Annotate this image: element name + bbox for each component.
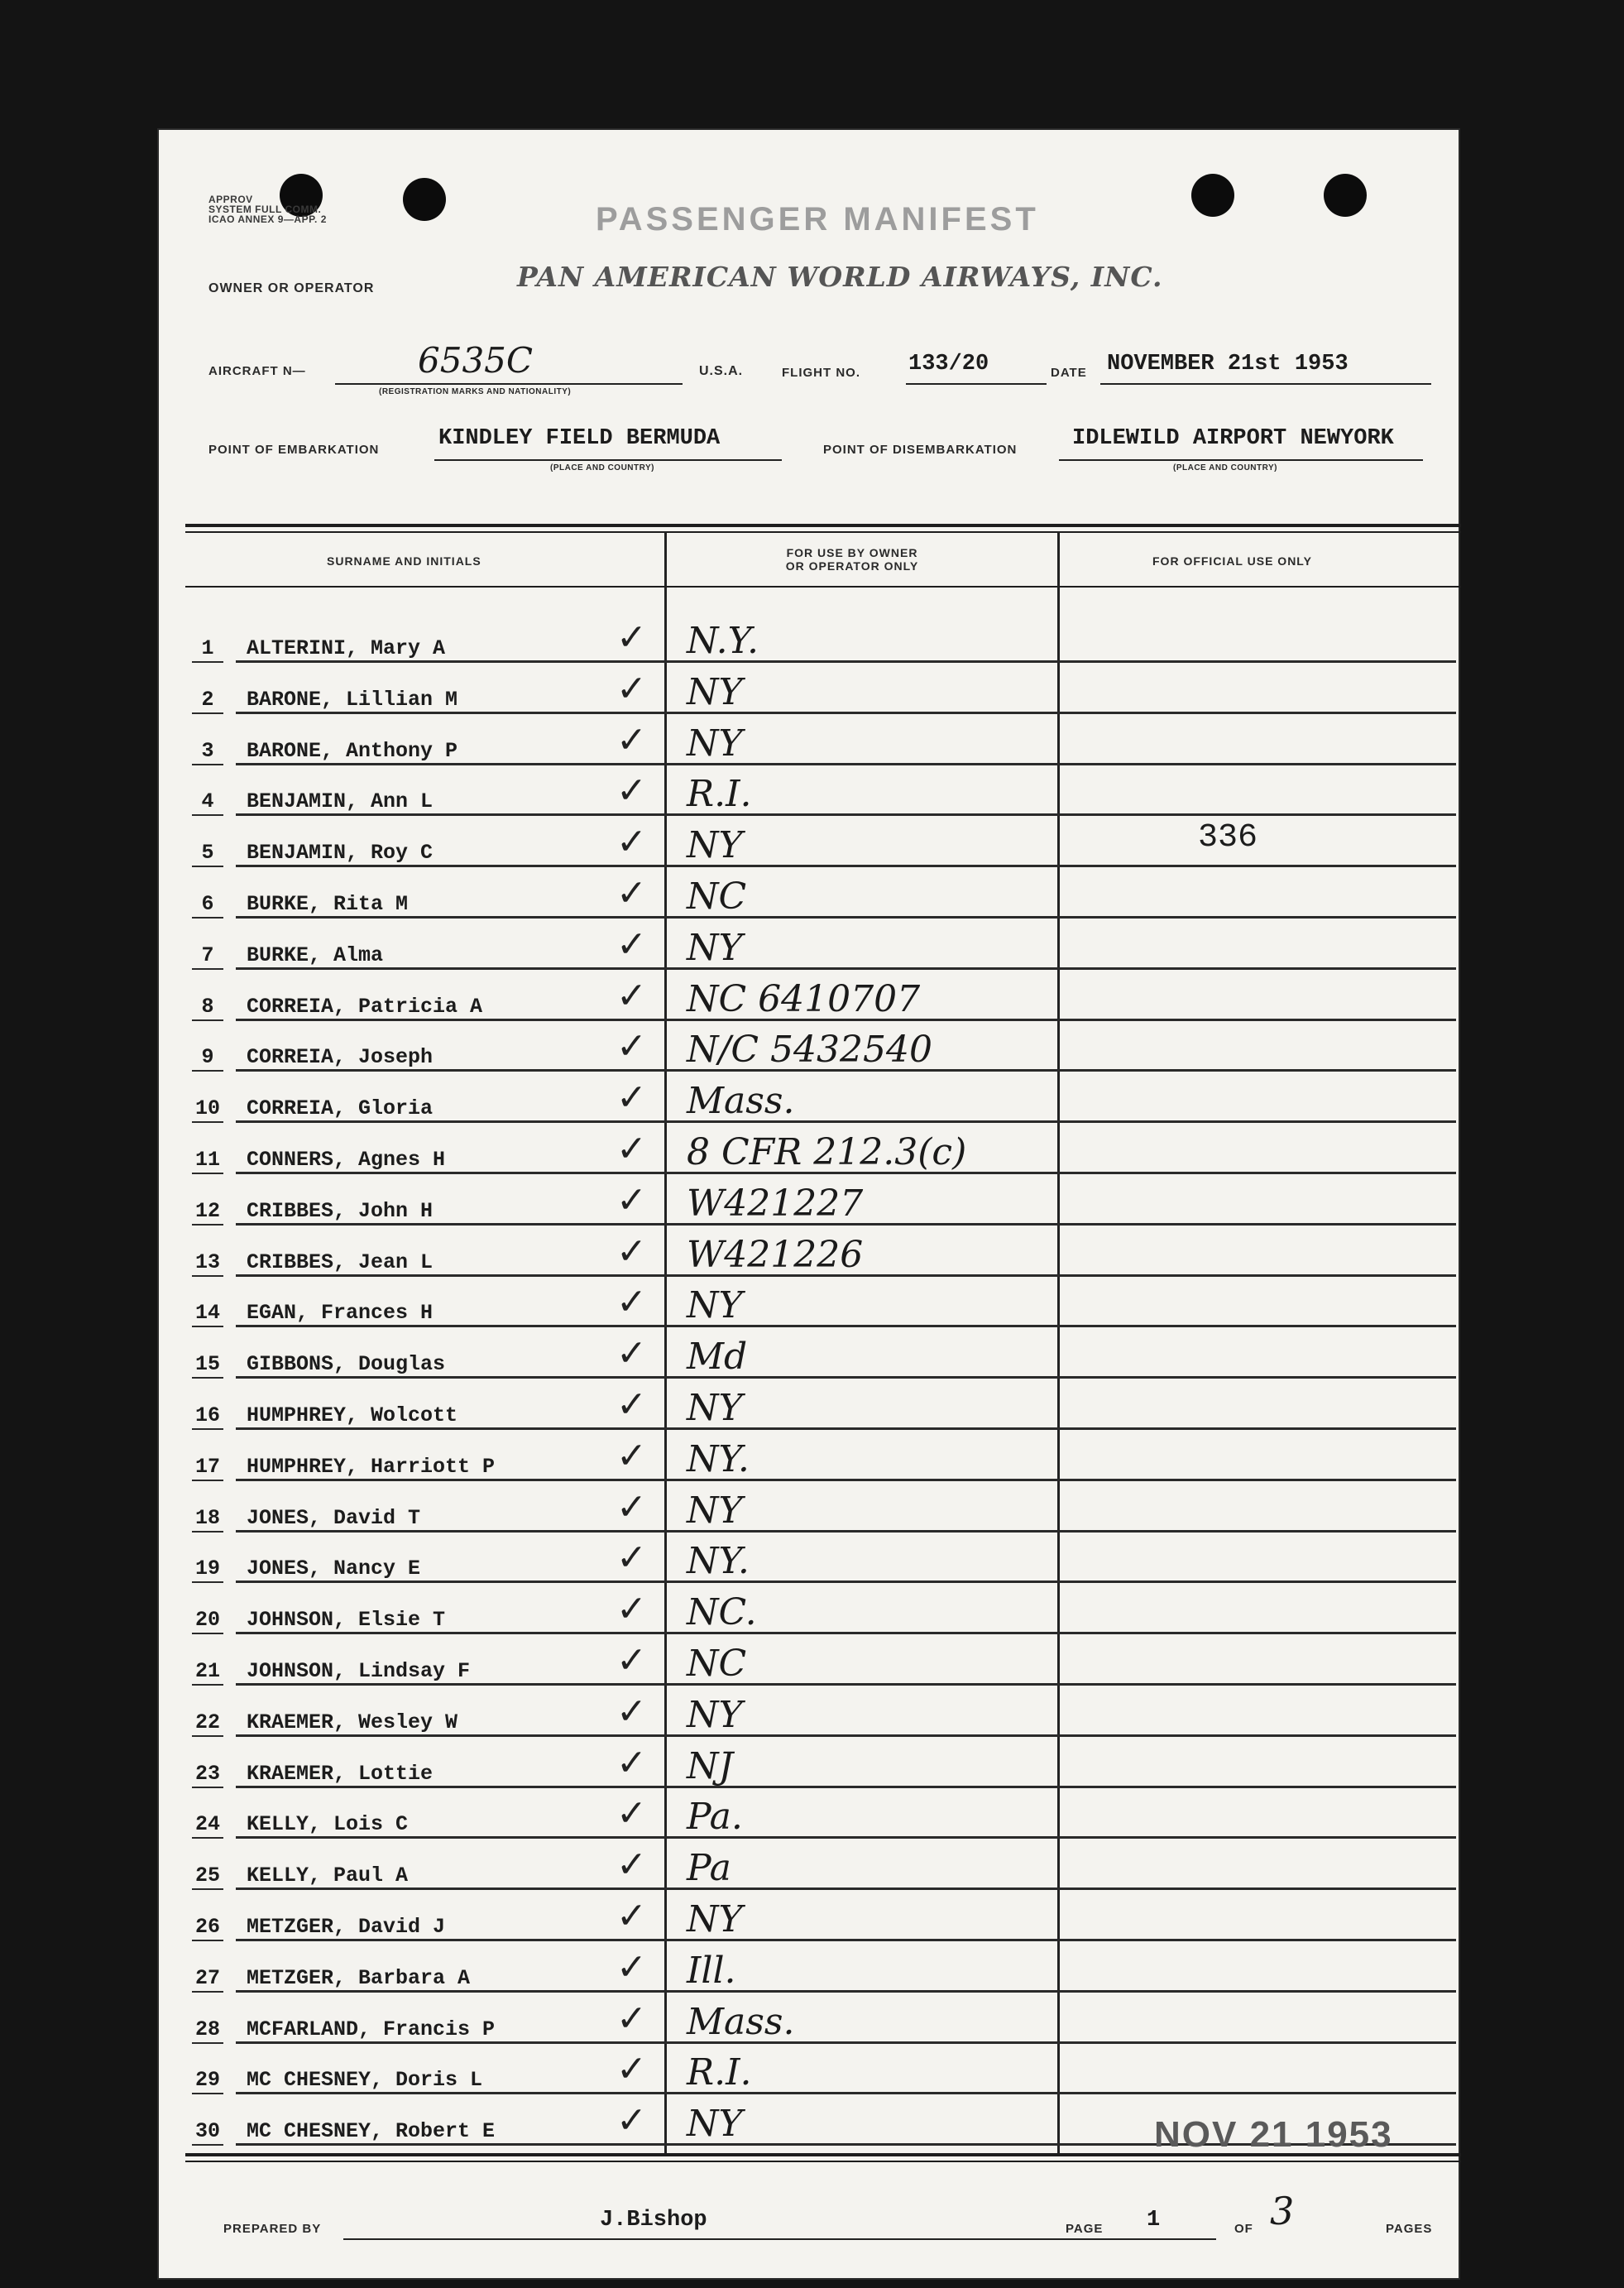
row-number-underline (192, 1070, 223, 1072)
passenger-name: KRAEMER, Lottie (247, 1761, 434, 1786)
row-number-underline (192, 2144, 223, 2146)
table-top-rule (185, 524, 1461, 527)
checkmark-icon: ✓ (616, 719, 647, 760)
passenger-number: 3 (201, 738, 214, 763)
row-number-underline (192, 712, 223, 714)
row-number-underline (192, 1837, 223, 1839)
row-number-underline (192, 1480, 223, 1481)
passenger-row (157, 665, 1460, 717)
pages-label: PAGES (1386, 2222, 1433, 2236)
owner-note: Pa (687, 1847, 731, 1890)
passenger-number: 21 (194, 1659, 220, 1683)
row-rule (236, 660, 1456, 663)
row-rule (236, 1734, 1456, 1737)
checkmark-icon: ✓ (616, 1589, 647, 1630)
owner-note: NY (687, 824, 743, 867)
owner-note: NY (687, 1284, 743, 1327)
row-number-underline (192, 1377, 223, 1379)
passenger-number: 4 (201, 789, 214, 814)
row-rule (236, 1632, 1456, 1634)
row-number-underline (192, 1326, 223, 1327)
row-number-underline (192, 764, 223, 765)
passenger-number: 2 (201, 687, 214, 712)
disembarkation-line (1059, 459, 1423, 461)
owner-note: NY. (687, 1437, 750, 1480)
passenger-row (157, 1585, 1460, 1637)
row-number-underline (192, 968, 223, 970)
owner-note: NC 6410707 (687, 977, 921, 1020)
embarkation-label: POINT OF EMBARKATION (208, 443, 380, 457)
passenger-number: 10 (194, 1096, 220, 1121)
table-top-rule (185, 531, 1461, 533)
row-number-underline (192, 866, 223, 867)
row-number-underline (192, 1581, 223, 1583)
row-rule (236, 813, 1456, 816)
passenger-name: CORREIA, Joseph (247, 1045, 434, 1070)
checkmark-icon: ✓ (616, 1384, 647, 1425)
disembarkation-place: IDLEWILD AIRPORT NEWYORK (1072, 426, 1394, 451)
passenger-name: JONES, David T (247, 1505, 421, 1530)
row-number-underline (192, 1991, 223, 1993)
row-rule (236, 1836, 1456, 1839)
passenger-name: BARONE, Anthony P (247, 738, 458, 763)
passenger-row (157, 1484, 1460, 1535)
row-number-underline (192, 1940, 223, 1941)
passenger-number: 12 (194, 1198, 220, 1223)
embarkation-place: KINDLEY FIELD BERMUDA (438, 426, 721, 451)
passenger-number: 17 (194, 1454, 220, 1479)
passenger-number: 22 (194, 1710, 220, 1734)
row-number-underline (192, 917, 223, 919)
row-number-underline (192, 1787, 223, 1788)
owner-note: NY (687, 2103, 743, 2146)
checkmark-icon: ✓ (616, 1435, 647, 1476)
row-rule (236, 2041, 1456, 2044)
row-rule (236, 916, 1456, 919)
date-label: DATE (1051, 366, 1087, 380)
passenger-name: CORREIA, Patricia A (247, 994, 483, 1019)
passenger-row (157, 767, 1460, 818)
passenger-number: 25 (194, 1863, 220, 1888)
passenger-number: 26 (194, 1915, 220, 1939)
owner-note: Mass. (687, 1080, 795, 1123)
of-label: OF (1234, 2222, 1253, 2236)
flight-label: FLIGHT NO. (782, 366, 860, 380)
passenger-row (157, 1790, 1460, 1841)
passenger-row (157, 1688, 1460, 1739)
passenger-name: JOHNSON, Elsie T (247, 1608, 446, 1633)
owner-note: NY (687, 722, 743, 765)
owner-note: NC (687, 1643, 747, 1685)
passenger-name: KRAEMER, Wesley W (247, 1710, 458, 1734)
row-number-underline (192, 1633, 223, 1634)
passenger-number: 13 (194, 1250, 220, 1274)
passenger-row (157, 1278, 1460, 1330)
passenger-name: HUMPHREY, Harriott P (247, 1454, 496, 1479)
approval-line: SYSTEM FULL COMM. (208, 204, 322, 215)
owner-note: W421227 (687, 1182, 864, 1225)
owner-note: NY (687, 1489, 743, 1532)
passenger-name: BENJAMIN, Roy C (247, 841, 434, 866)
passenger-number: 30 (194, 2119, 220, 2144)
embarkation-caption: (PLACE AND COUNTRY) (550, 463, 654, 472)
passenger-row (157, 2046, 1460, 2097)
passenger-row (157, 1841, 1460, 1892)
passenger-row (157, 1330, 1460, 1381)
passenger-row (157, 1381, 1460, 1432)
punch-hole (1191, 174, 1234, 217)
aircraft-line (335, 383, 683, 385)
owner-header-line: OR OPERATOR ONLY (785, 559, 919, 573)
checkmark-icon: ✓ (616, 1486, 647, 1528)
passenger-row (157, 717, 1460, 768)
row-rule (236, 2092, 1456, 2094)
passenger-row (157, 1739, 1460, 1791)
passenger-number: 23 (194, 1761, 220, 1786)
usa-label: U.S.A. (699, 364, 744, 378)
checkmark-icon: ✓ (616, 1129, 647, 1169)
owner-note: 8 CFR 212.3(c) (687, 1131, 967, 1173)
row-number-underline (192, 1684, 223, 1686)
approval-note (208, 194, 327, 224)
row-rule (236, 1939, 1456, 1941)
column-header-owner (728, 546, 976, 573)
aircraft-label: AIRCRAFT N— (208, 364, 306, 378)
checkmark-icon: ✓ (616, 1179, 647, 1221)
passenger-number: 29 (194, 2068, 220, 2093)
checkmark-icon: ✓ (616, 1946, 647, 1988)
aircraft-number: 6535C (418, 340, 534, 381)
passenger-number: 19 (194, 1557, 220, 1581)
passenger-number: 11 (194, 1148, 220, 1172)
row-number-underline (192, 1275, 223, 1277)
checkmark-icon: ✓ (616, 822, 647, 863)
checkmark-icon: ✓ (616, 1077, 647, 1119)
passenger-name: MCFARLAND, Francis P (247, 2017, 496, 2041)
flight-number: 133/20 (908, 352, 989, 377)
disembarkation-label: POINT OF DISEMBARKATION (823, 443, 1018, 457)
passenger-name: ALTERINI, Mary A (247, 636, 446, 660)
passenger-number: 20 (194, 1608, 220, 1633)
passenger-name: JONES, Nancy E (247, 1557, 421, 1581)
passenger-name: METZGER, Barbara A (247, 1965, 471, 1990)
page-title: PASSENGER MANIFEST (596, 201, 1039, 237)
passenger-name: BENJAMIN, Ann L (247, 789, 434, 814)
passenger-name: KELLY, Paul A (247, 1863, 409, 1888)
prepared-by-label: PREPARED BY (223, 2222, 322, 2236)
flight-line (906, 383, 1047, 385)
owner-note: Pa. (687, 1796, 743, 1839)
checkmark-icon: ✓ (616, 1742, 647, 1783)
passenger-name: CRIBBES, John H (247, 1198, 434, 1223)
passenger-name: CRIBBES, Jean L (247, 1250, 434, 1274)
checkmark-icon: ✓ (616, 1691, 647, 1732)
row-rule (236, 967, 1456, 970)
checkmark-icon: ✓ (616, 668, 647, 709)
row-rule (236, 1580, 1456, 1583)
owner-note: N/C 5432540 (687, 1029, 932, 1072)
row-number-underline (192, 1224, 223, 1226)
page-number: 1 (1147, 2208, 1161, 2233)
owner-note: NY (687, 670, 743, 713)
table-bottom-rule (185, 2161, 1461, 2162)
row-number-underline (192, 1019, 223, 1021)
passenger-row (157, 921, 1460, 972)
row-rule (236, 1479, 1456, 1481)
date-line (1100, 383, 1431, 385)
checkmark-icon: ✓ (616, 1537, 647, 1579)
passenger-name: CONNERS, Agnes H (247, 1148, 446, 1172)
row-number-underline (192, 1428, 223, 1430)
passenger-name: GIBBONS, Douglas (247, 1352, 446, 1377)
row-rule (236, 1325, 1456, 1327)
official-code: 336 (1198, 819, 1258, 856)
passenger-number: 9 (201, 1045, 214, 1070)
owner-note: NC. (687, 1591, 757, 1634)
owner-note: NY (687, 926, 743, 969)
checkmark-icon: ✓ (616, 1896, 647, 1936)
registration-caption: (REGISTRATION MARKS AND NATIONALITY) (379, 387, 572, 396)
passenger-row (157, 1892, 1460, 1944)
row-rule (236, 1376, 1456, 1379)
row-rule (236, 763, 1456, 765)
owner-note: Ill. (687, 1949, 736, 1992)
page-label: PAGE (1066, 2222, 1104, 2236)
passenger-row (157, 1995, 1460, 2046)
owner-note: Md (687, 1336, 748, 1379)
manifest-sheet (157, 128, 1460, 2280)
passenger-number: 1 (201, 636, 214, 660)
owner-note: R.I. (687, 2051, 752, 2094)
passenger-row (157, 1023, 1460, 1074)
passenger-name: BARONE, Lillian M (247, 687, 458, 712)
owner-note: R.I. (687, 773, 752, 816)
prepared-by-name: J.Bishop (600, 2208, 707, 2233)
passenger-number: 6 (201, 892, 214, 916)
row-number-underline (192, 1121, 223, 1123)
date-stamp: NOV 21 1953 (1154, 2114, 1393, 2155)
owner-note: NY (687, 1387, 743, 1429)
owner-label: OWNER OR OPERATOR (208, 281, 375, 295)
passenger-number: 15 (194, 1352, 220, 1377)
checkmark-icon: ✓ (616, 975, 647, 1016)
passenger-name: JOHNSON, Lindsay F (247, 1659, 471, 1683)
passenger-number: 8 (201, 994, 214, 1019)
passenger-row (157, 1432, 1460, 1484)
passenger-number: 27 (194, 1965, 220, 1990)
checkmark-icon: ✓ (616, 1333, 647, 1374)
checkmark-icon: ✓ (616, 770, 647, 812)
row-number-underline (192, 2042, 223, 2044)
passenger-row (157, 1944, 1460, 1995)
row-number-underline (192, 1888, 223, 1890)
row-number-underline (192, 2093, 223, 2094)
approval-line: APPROV (208, 194, 253, 205)
checkmark-icon: ✓ (616, 1998, 647, 2039)
checkmark-icon: ✓ (616, 1640, 647, 1681)
passenger-row (157, 1125, 1460, 1177)
passenger-row (157, 614, 1460, 665)
checkmark-icon: ✓ (616, 1026, 647, 1067)
checkmark-icon: ✓ (616, 1844, 647, 1886)
row-number-underline (192, 1531, 223, 1533)
total-pages: 3 (1270, 2189, 1295, 2233)
passenger-name: MC CHESNEY, Doris L (247, 2068, 483, 2093)
passenger-name: BURKE, Alma (247, 943, 384, 967)
row-rule (236, 1786, 1456, 1788)
passenger-name: HUMPHREY, Wolcott (247, 1403, 458, 1427)
passenger-name: CORREIA, Gloria (247, 1096, 434, 1121)
disembarkation-caption: (PLACE AND COUNTRY) (1173, 463, 1277, 472)
row-rule (236, 1427, 1456, 1430)
checkmark-icon: ✓ (616, 617, 647, 658)
prepared-by-line (343, 2238, 1216, 2240)
embarkation-line (434, 459, 782, 461)
owner-note: NY (687, 1898, 743, 1940)
row-number-underline (192, 814, 223, 816)
column-header-official: FOR OFFICIAL USE ONLY (1152, 554, 1312, 568)
row-rule (236, 712, 1456, 714)
passenger-row (157, 870, 1460, 921)
passenger-number: 14 (194, 1301, 220, 1326)
owner-note: N.Y. (687, 620, 759, 662)
flight-date: NOVEMBER 21st 1953 (1107, 352, 1349, 377)
row-rule (236, 1120, 1456, 1123)
owner-header-line: FOR USE BY OWNER (786, 546, 918, 559)
operator-name: PAN AMERICAN WORLD AIRWAYS, INC. (517, 261, 1163, 293)
owner-note: NC (687, 875, 747, 918)
owner-note: W421226 (687, 1233, 864, 1276)
punch-hole (1324, 174, 1367, 217)
approval-line: ICAO ANNEX 9—APP. 2 (208, 213, 327, 225)
passenger-row (157, 1074, 1460, 1125)
owner-note: NJ (687, 1744, 734, 1787)
passenger-name: EGAN, Frances H (247, 1301, 434, 1326)
row-rule (236, 1683, 1456, 1686)
row-rule (236, 865, 1456, 867)
checkmark-icon: ✓ (616, 923, 647, 965)
checkmark-icon: ✓ (616, 1282, 647, 1323)
passenger-row (157, 1534, 1460, 1585)
checkmark-icon: ✓ (616, 873, 647, 914)
passenger-row (157, 1637, 1460, 1688)
row-rule (236, 1990, 1456, 1993)
row-number-underline (192, 1173, 223, 1174)
passenger-name: MC CHESNEY, Robert E (247, 2119, 496, 2144)
row-number-underline (192, 661, 223, 663)
column-header-surname: SURNAME AND INITIALS (327, 554, 481, 568)
passenger-name: METZGER, David J (247, 1915, 446, 1939)
passenger-number: 18 (194, 1505, 220, 1530)
owner-note: Mass. (687, 2000, 795, 2043)
passenger-name: BURKE, Rita M (247, 892, 409, 916)
passenger-name: KELLY, Lois C (247, 1812, 409, 1837)
checkmark-icon: ✓ (616, 1793, 647, 1835)
passenger-row (157, 1177, 1460, 1228)
checkmark-icon: ✓ (616, 2100, 647, 2142)
row-rule (236, 1887, 1456, 1890)
passenger-number: 7 (201, 943, 214, 967)
passenger-row (157, 972, 1460, 1024)
row-number-underline (192, 1735, 223, 1737)
passenger-number: 5 (201, 841, 214, 866)
owner-note: NY (687, 1693, 743, 1736)
passenger-number: 16 (194, 1403, 220, 1427)
column-header-rule (185, 586, 1461, 588)
passenger-row (157, 818, 1460, 870)
punch-hole (403, 178, 446, 221)
row-rule (236, 1530, 1456, 1533)
checkmark-icon: ✓ (616, 1230, 647, 1272)
passenger-number: 24 (194, 1812, 220, 1837)
passenger-number: 28 (194, 2017, 220, 2041)
checkmark-icon: ✓ (616, 2049, 647, 2090)
passenger-row (157, 1228, 1460, 1279)
owner-note: NY. (687, 1540, 750, 1583)
